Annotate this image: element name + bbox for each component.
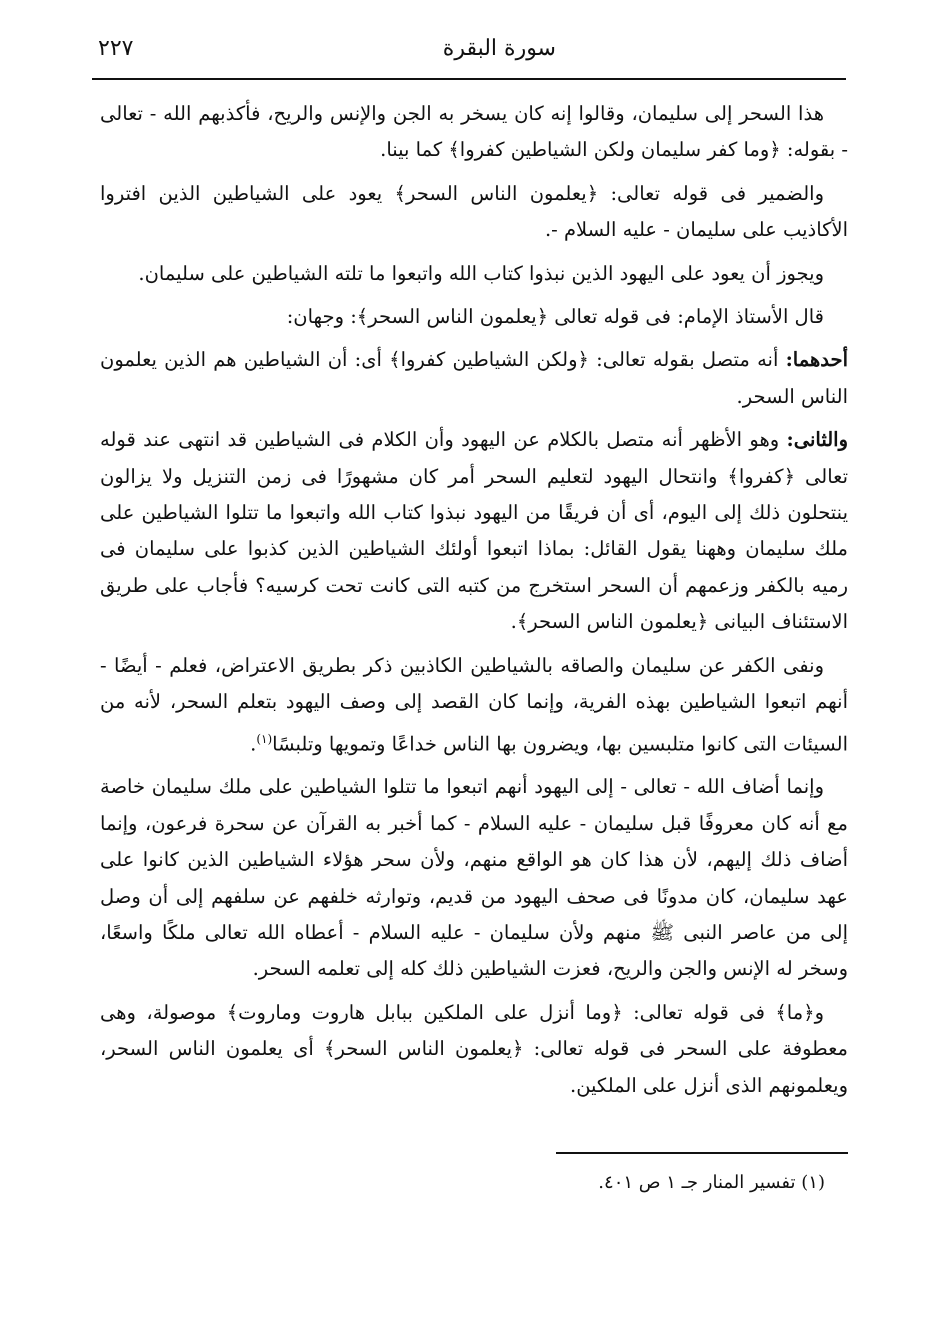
paragraph-7-end: . bbox=[250, 732, 257, 755]
paragraph-8 bbox=[100, 769, 848, 987]
paragraph-7 bbox=[100, 648, 848, 763]
paragraph-8-text: وإنما أضاف الله - تعالى - إلى اليهود أنهم اتبعوا ما تتلوا الشياطين على ملك سليمان خاصة مع أنه كان معروفًا قبل سليمان - عليه السلام - كما أخبر به القرآن عن سحرة فرعون، وإنما أضاف ذلك إليهم، لأن هذا كان هو الواقع منهم، ولأن سحر هؤلاء الشياطين الذين كانوا على عهد سليمان، كان مدونًا فى صحف اليهود من قديم، وتوارثه خلفهم عن سلفهم إلى أن وصل إلى من عاصر النبى ﷺ منهم ولأن سليمان - عليه السلام - أعطاه الله تعالى ملكًا واسعًا، وسخر له الإنس والجن والريح، فعزت الشياطين ذلك كله إلى تعلمه السحر. bbox=[100, 775, 848, 981]
paragraph-4-text: قال الأستاذ الإمام: فى قوله تعالى ﴿يعلمون الناس السحر﴾: وجهان: bbox=[286, 305, 824, 329]
header-divider bbox=[92, 78, 846, 80]
paragraph-3-text: ويجوز أن يعود على اليهود الذين نبذوا كتاب الله واتبعوا ما تلته الشياطين على سليمان. bbox=[138, 261, 824, 285]
paragraph-4 bbox=[100, 299, 848, 335]
paragraph-9-text: و﴿ما﴾ فى قوله تعالى: ﴿وما أنزل على الملكين ببابل هاروت وماروت﴾ موصولة، وهى معطوفة على السحر فى قوله تعالى: ﴿يعلمون الناس السحر﴾ أى يعلمون الناس السحر، ويعلمونهم الذى أنزل على الملكين. bbox=[100, 1000, 848, 1097]
footnote-divider bbox=[556, 1152, 848, 1154]
paragraph-3 bbox=[100, 256, 848, 292]
page-header bbox=[92, 30, 846, 76]
paragraph-7-text: ونفى الكفر عن سليمان والصاقه بالشياطين الكاذبين ذكر بطريق الاعتراض، فعلم - أيضًا - أنهم اتبعوا الشياطين بهذه الفرية، وإنما كان القصد إلى وصف اليهود بتعلم السحر، لأنه من السيئات التى كانوا متلبسين بها، ويضرون بها الناس خداعًا وتمويها وتلبسًا bbox=[100, 653, 848, 755]
paragraph-5 bbox=[100, 342, 848, 415]
page-number: ٢٢٧ bbox=[98, 36, 134, 61]
paragraph-6 bbox=[100, 422, 848, 640]
paragraph-5-lead: أحدهما: bbox=[785, 348, 848, 372]
paragraph-6-lead: والثانى: bbox=[786, 428, 848, 452]
paragraph-5-text: أنه متصل بقوله تعالى: ﴿ولكن الشياطين كفروا﴾ أى: أن الشياطين هم الذين يعلمون الناس السحر. bbox=[100, 348, 848, 408]
paragraph-1-text: هذا السحر إلى سليمان، وقالوا إنه كان يسخر به الجن والإنس والريح، فأكذبهم الله - تعالى - بقوله: ﴿وما كفر سليمان ولكن الشياطين كفروا﴾ كما بينا. bbox=[100, 102, 848, 162]
paragraph-2 bbox=[100, 176, 848, 249]
surah-title: سورة البقرة bbox=[442, 36, 556, 61]
body-text bbox=[100, 96, 848, 1111]
paragraph-1 bbox=[100, 96, 848, 169]
footnote-marker[interactable]: (١) bbox=[256, 731, 273, 746]
paragraph-6-text: وهو الأظهر أنه متصل بالكلام عن اليهود وأن الكلام فى الشياطين قد انتهى عند قوله تعالى ﴿كفروا﴾ وانتحال اليهود لتعليم السحر أمر كان مشهورًا فى زمن التنزيل ولا يزالون ينتحلون ذلك إلى اليوم، أى أن فريقًا من اليهود نبذوا كتاب الله واتبعوا ما تتلوا الشياطين على ملك سليمان وههنا يقول القائل: بماذا اتبعوا أولئك الشياطين الذين كذبوا على سليمان فى رميه بالكفر وزعمهم أن السحر استخرج من كتبه التى كانت تحت كرسيه؟ فأجاب على طريق الاستئناف البيانى ﴿يعلمون الناس السحر﴾. bbox=[100, 428, 848, 634]
paragraph-9 bbox=[100, 995, 848, 1104]
footnote: (١) تفسير المنار جـ ١ ص ٤٠١. bbox=[598, 1172, 825, 1193]
paragraph-2-text: والضمير فى قوله تعالى: ﴿يعلمون الناس السحر﴾ يعود على الشياطين الذين افتروا الأكاذيب على سليمان - عليه السلام -. bbox=[100, 181, 848, 242]
